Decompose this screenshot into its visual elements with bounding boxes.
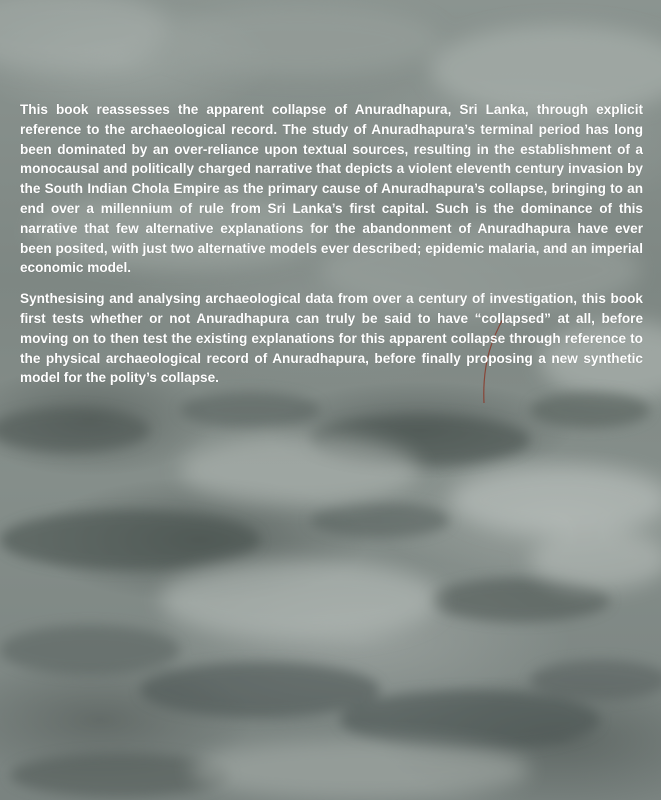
blurb-paragraph-1: This book reassesses the apparent collapse of Anuradhapura, Sri Lanka, through explicit reference to the archaeological record. The study of Anuradhapura’s terminal period has long been dominated by an over-reliance upon textual sources, resulting in the establishment of a monocausal and politically charged narrative that depicts a violent eleventh century invasion by the South Indian Chola Empire as the primary cause of Anuradhapura’s collapse, bringing to an end over a millennium of rule from Sri Lanka’s first capital. Such is the dominance of this narrative that few alternative explanations for the abandonment of Anuradhapura have ever been posited, with just two alternative models ever described; epidemic malaria, and an imperial economic model. xyxy=(20,102,643,276)
blurb-text xyxy=(20,100,643,399)
blurb-paragraph-2: Synthesising and analysing archaeological data from over a century of investigation, this book first tests whether or not Anuradhapura can truly be said to have “collapsed” at all, before moving on to then test the existing explanations for this apparent collapse through reference to the physical archaeological record of Anuradhapura, before finally proposing a new synthetic model for the polity’s collapse. xyxy=(20,291,643,386)
